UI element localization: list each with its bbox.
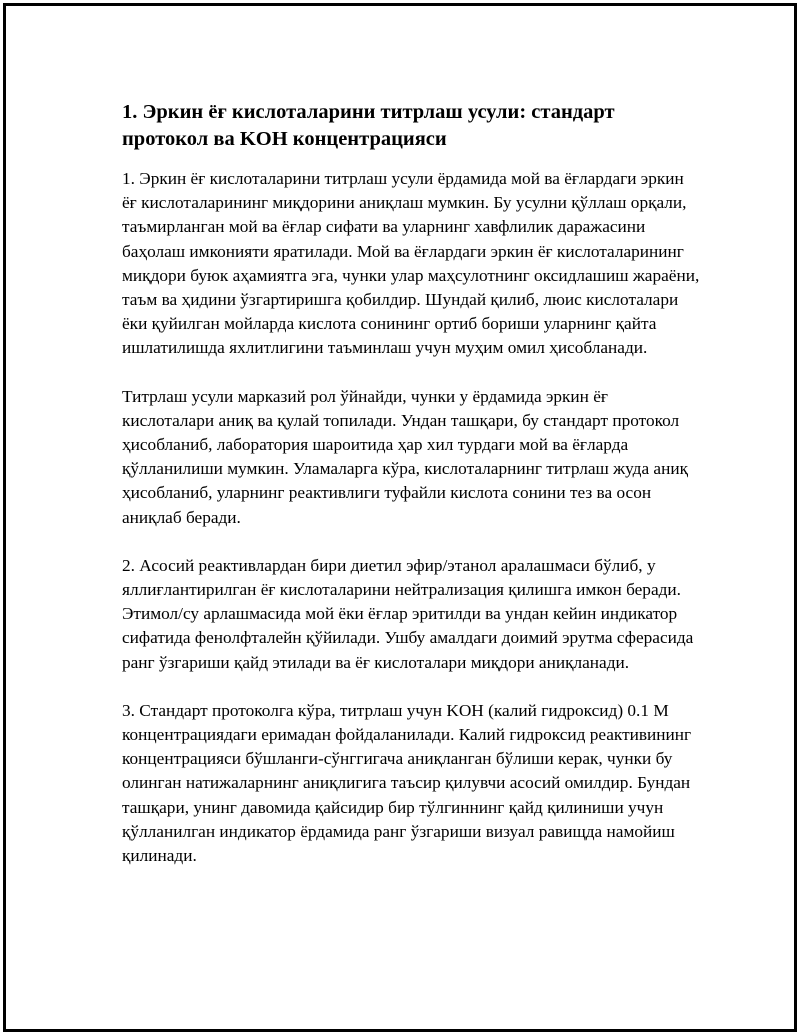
document-title: 1. Эркин ёғ кислоталарини титрлаш усули: стандарт протокол ва KOH концентрацияси bbox=[122, 101, 615, 150]
paragraph-intro: 1. Эркин ёғ кислоталарини титрлаш усули ёрдамида мой ва ёғлардаги эркин ёғ кислоталарининг миқдорини аниқлаш мумкин. Бу усулни қўллаш орқали, таъмирланган мой ва ёғлар сифати ва уларнинг хавфлилик даражасини баҳолаш имконияти яратилади. Мой ва ёғлардаги эркин ёғ кислоталарининг миқдори буюк аҳамиятга эга, чунки улар маҳсулотнинг оксидлашиш жараёни, таъм ва ҳидини ўзгартиришга қобилдир. Шундай қилиб, люис кислоталари ёки қуйилган мойларда кислота сонининг ортиб бориши уларнинг қайта ишлатилишда яхлитлигини таъминлаш учун муҳим омил ҳисобланади. bbox=[122, 169, 700, 358]
paragraph-titration-role: Титрлаш усули марказий рол ўйнайди, чунки у ёрдамида эркин ёғ кислоталари аниқ ва қулай топилади. Ундан ташқари, бу стандарт протокол ҳисобланиб, лаборатория шароитида ҳар хил турдаги мой ва ёғларда қўлланилиши мумкин. Уламаларга кўра, кислоталарнинг титрлаш жуда аниқ ҳисобланиб, уларнинг реактивлиги туфайли кислота сонини тез ва осон аниқлаб беради. bbox=[122, 386, 688, 527]
paragraph-reagents: 2. Асосий реактивлардан бири диетил эфир/этанол аралашмаси бўлиб, у яллиғлантирилган ёғ кислоталарини нейтрализация қилишга имкон беради. Этимол/су арлашмасида мой ёки ёғлар эритилди ва ундан кейин индикатор сифатида фенолфталейн қўйилади. Ушбу амалдаги доимий эрутма сферасида ранг ўзгариши қайд этилади ва ёғ кислоталари миқдори аниқланади. bbox=[122, 555, 694, 672]
paragraph-koh-protocol: 3. Стандарт протоколга кўра, титрлаш учун KOH (калий гидроксид) 0.1 M концентрациядаги еримадан фойдаланилади. Калий гидроксид реактивининг концентрацияси бўшланги-сўнггигача аниқланган бўлиши керак, чунки бу олинган натижаларнинг аниқлигига таъсир қилувчи асосий омилдир. Бундан ташқари, унинг давомида қайсидир бир тўлгиннинг қайд қилиниши учун қўлланилган индикатор ёрдамида ранг ўзгариши визуал равищда намойиш қилинади. bbox=[122, 700, 692, 866]
page-frame bbox=[3, 3, 797, 1032]
document-body bbox=[122, 99, 702, 892]
